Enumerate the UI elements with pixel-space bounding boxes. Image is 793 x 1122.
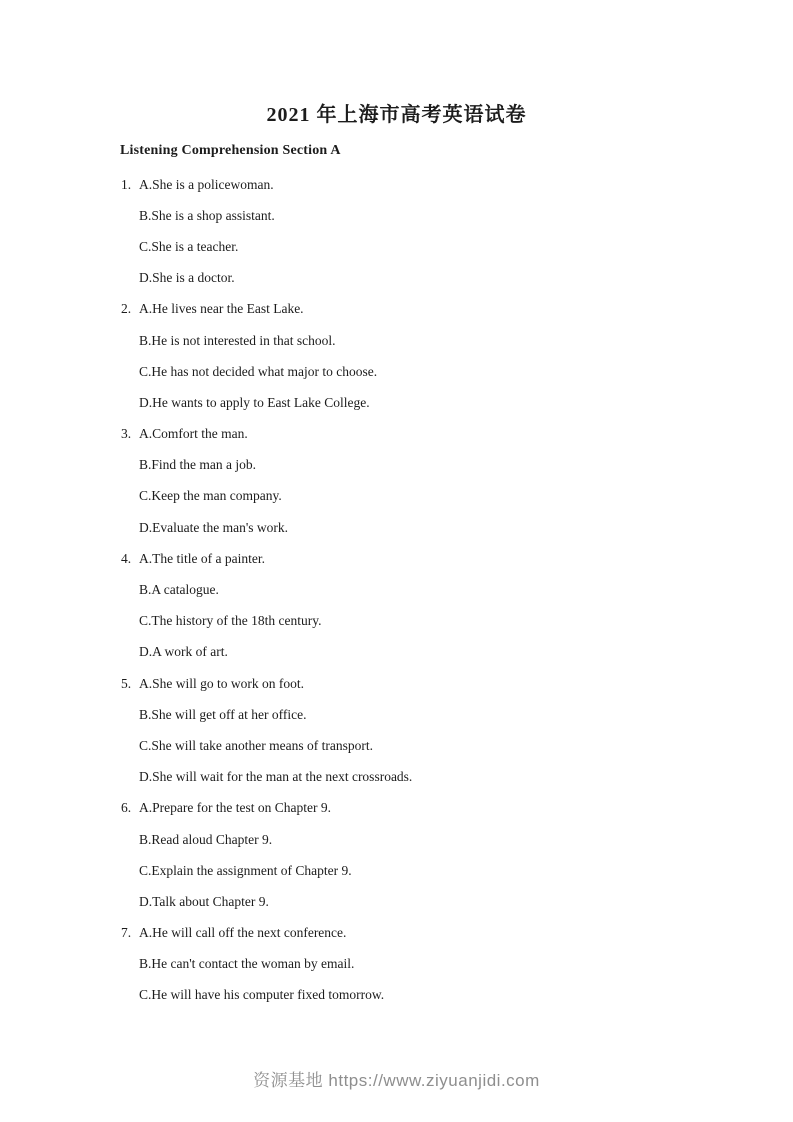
option-text: D.Evaluate the man's work.: [139, 519, 289, 535]
document-title: 2021 年上海市高考英语试卷: [266, 104, 527, 126]
question-item: [0, 543, 793, 668]
option-line: [0, 574, 793, 605]
option-text: A.Prepare for the test on Chapter 9.: [139, 800, 331, 816]
option-line: [0, 980, 793, 1011]
option-text: B.She is a shop assistant.: [139, 207, 275, 223]
question-number: 2.: [121, 301, 132, 317]
footer-watermark: [0, 1066, 793, 1091]
question-number: 1.: [121, 176, 132, 192]
question-list: [0, 169, 793, 1011]
question-item: [0, 419, 793, 544]
option-line: [0, 169, 793, 200]
option-line: [0, 668, 793, 699]
option-text: A.She will go to work on foot.: [139, 675, 304, 691]
question-item: [0, 169, 793, 294]
option-text: B.She will get off at her office.: [139, 706, 307, 722]
question-item: [0, 294, 793, 419]
option-line: [0, 855, 793, 886]
option-line: [0, 450, 793, 481]
option-text: A.She is a policewoman.: [139, 176, 274, 192]
option-line: [0, 949, 793, 980]
question-number: 7.: [121, 925, 132, 941]
option-line: [0, 200, 793, 231]
option-text: C.He will have his computer fixed tomorrow.: [139, 987, 385, 1003]
option-text: D.Talk about Chapter 9.: [139, 893, 269, 909]
option-line: [0, 387, 793, 418]
option-line: [0, 637, 793, 668]
option-text: C.Explain the assignment of Chapter 9.: [139, 862, 352, 878]
option-line: [0, 793, 793, 824]
option-line: [0, 543, 793, 574]
option-text: D.She is a doctor.: [139, 270, 235, 286]
option-line: [0, 606, 793, 637]
section-heading: Listening Comprehension Section A: [120, 143, 341, 158]
option-text: C.He has not decided what major to choose.: [139, 363, 378, 379]
question-number: 3.: [121, 426, 132, 442]
option-line: [0, 419, 793, 450]
option-text: B.He is not interested in that school.: [139, 332, 336, 348]
option-line: [0, 699, 793, 730]
option-text: B.Read aloud Chapter 9.: [139, 831, 273, 847]
option-text: C.She is a teacher.: [139, 238, 239, 254]
question-number: 5.: [121, 675, 132, 691]
option-text: A.The title of a painter.: [139, 550, 265, 566]
option-text: D.She will wait for the man at the next crossroads.: [139, 769, 413, 785]
option-line: [0, 356, 793, 387]
option-line: [0, 325, 793, 356]
option-text: A.Comfort the man.: [139, 426, 248, 442]
option-text: A.He lives near the East Lake.: [139, 301, 304, 317]
option-text: D.He wants to apply to East Lake College.: [139, 394, 370, 410]
option-text: B.Find the man a job.: [139, 457, 256, 473]
option-line: [0, 730, 793, 761]
option-line: [0, 886, 793, 917]
footer-text: 资源基地 https://www.ziyuanjidi.com: [253, 1071, 540, 1090]
option-line: [0, 231, 793, 262]
option-line: [0, 824, 793, 855]
option-line: [0, 263, 793, 294]
option-line: [0, 481, 793, 512]
option-text: B.He can't contact the woman by email.: [139, 956, 355, 972]
option-line: [0, 512, 793, 543]
option-line: [0, 762, 793, 793]
question-number: 4.: [121, 550, 132, 566]
option-line: [0, 918, 793, 949]
option-text: C.She will take another means of transport.: [139, 737, 373, 753]
option-text: C.Keep the man company.: [139, 488, 282, 504]
question-number: 6.: [121, 800, 132, 816]
question-item: [0, 668, 793, 793]
question-item: [0, 793, 793, 918]
option-line: [0, 294, 793, 325]
question-item: [0, 918, 793, 1012]
option-text: A.He will call off the next conference.: [139, 925, 347, 941]
option-text: C.The history of the 18th century.: [139, 613, 322, 629]
option-text: D.A work of art.: [139, 644, 228, 660]
option-text: B.A catalogue.: [139, 582, 219, 598]
